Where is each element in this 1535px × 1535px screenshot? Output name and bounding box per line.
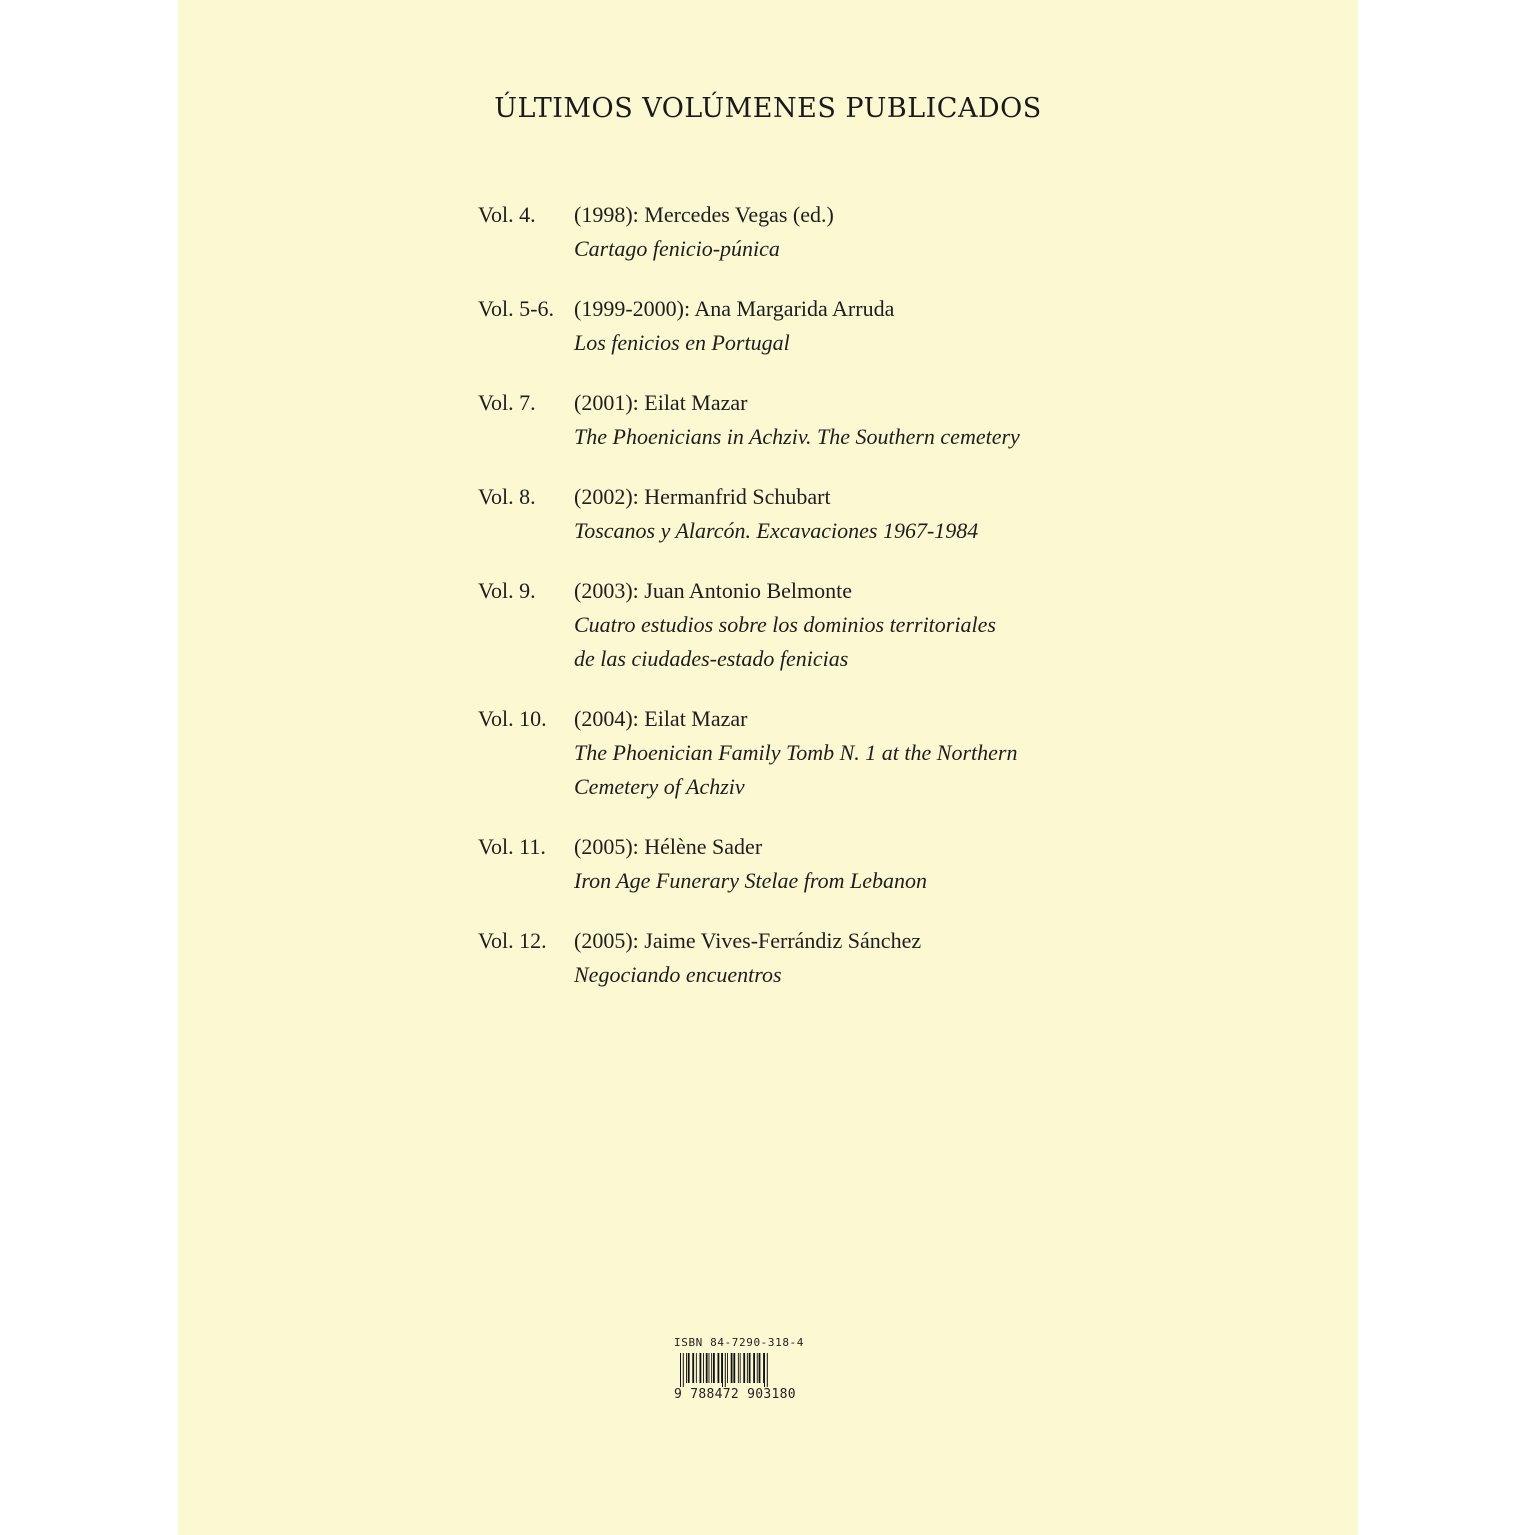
- list-item: [478, 386, 1198, 454]
- volume-author: (1999-2000): Ana Margarida Arruda: [574, 296, 895, 321]
- barcode-number: 9 788472 903180: [674, 1387, 796, 1402]
- volume-number: Vol. 5-6.: [478, 296, 554, 321]
- list-item: [478, 924, 1198, 992]
- page-title: ÚLTIMOS VOLÚMENES PUBLICADOS: [494, 93, 1042, 124]
- volume-title-line: The Phoenicians in Achziv. The Southern cemetery: [574, 424, 1020, 449]
- volume-details: [574, 924, 1198, 992]
- volume-number: Vol. 10.: [478, 706, 547, 731]
- barcode-icon: [678, 1353, 824, 1387]
- list-item: [478, 830, 1198, 898]
- volume-details: [574, 830, 1198, 898]
- volume-title-line: Cuatro estudios sobre los dominios territoriales: [574, 612, 996, 637]
- volume-details: [574, 480, 1198, 548]
- volume-number: Vol. 4.: [478, 202, 536, 227]
- list-item: [478, 574, 1198, 676]
- volume-author: (2002): Hermanfrid Schubart: [574, 484, 831, 509]
- volume-list: [478, 198, 1198, 1018]
- volume-author: (2005): Hélène Sader: [574, 834, 763, 859]
- volume-title-line: Los fenicios en Portugal: [574, 330, 790, 355]
- list-item: [478, 480, 1198, 548]
- volume-number: Vol. 9.: [478, 578, 536, 603]
- volume-title-line: de las ciudades-estado fenicias: [574, 646, 849, 671]
- volume-author: (2001): Eilat Mazar: [574, 390, 748, 415]
- volume-author: (2004): Eilat Mazar: [574, 706, 748, 731]
- back-cover-page: [178, 0, 1358, 1535]
- volume-number: Vol. 12.: [478, 928, 547, 953]
- volume-title-line: Negociando encuentros: [574, 962, 782, 987]
- volume-details: [574, 198, 1198, 266]
- volume-number: Vol. 7.: [478, 390, 536, 415]
- volume-author: (1998): Mercedes Vegas (ed.): [574, 202, 834, 227]
- volume-number: Vol. 11.: [478, 834, 546, 859]
- list-item: [478, 292, 1198, 360]
- volume-details: [574, 702, 1198, 804]
- volume-author: (2005): Jaime Vives-Ferrándiz Sánchez: [574, 928, 922, 953]
- volume-title-line: The Phoenician Family Tomb N. 1 at the Northern: [574, 740, 1018, 765]
- volume-title-line: Iron Age Funerary Stelae from Lebanon: [574, 868, 927, 893]
- volume-number: Vol. 8.: [478, 484, 536, 509]
- volume-details: [574, 574, 1198, 676]
- volume-details: [574, 292, 1198, 360]
- volume-title-line: Cartago fenicio-púnica: [574, 236, 780, 261]
- list-item: [478, 198, 1198, 266]
- volume-details: [574, 386, 1198, 454]
- volume-author: (2003): Juan Antonio Belmonte: [574, 578, 853, 603]
- isbn-barcode-block: [674, 1336, 828, 1404]
- list-item: [478, 702, 1198, 804]
- isbn-label: ISBN 84-7290-318-4: [674, 1336, 805, 1349]
- volume-title-line: Cemetery of Achziv: [574, 774, 745, 799]
- volume-title-line: Toscanos y Alarcón. Excavaciones 1967-1984: [574, 518, 979, 543]
